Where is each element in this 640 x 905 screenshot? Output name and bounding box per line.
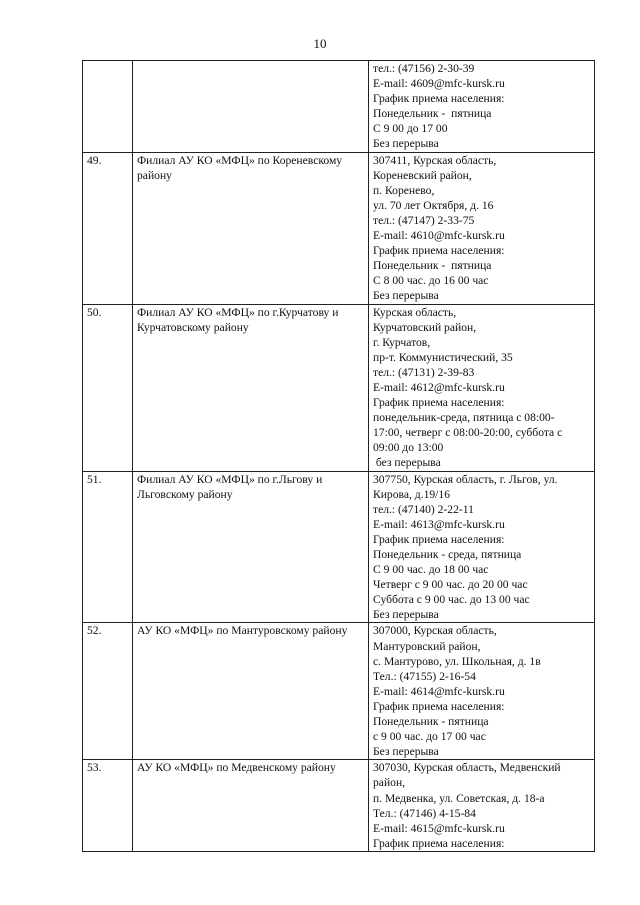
contact-line: Понедельник - среда, пятница [373, 548, 522, 561]
contact-line: E-mail: 4609@mfc-kursk.ru [373, 77, 505, 91]
contact-line: E-mail: 4613@mfc-kursk.ru [373, 517, 505, 531]
contact-line: понедельник-среда, пятница с 08:00- [373, 411, 555, 425]
table-row [83, 304, 595, 471]
contact-line: Без перерыва [373, 289, 439, 303]
contact-line: Курская область, [373, 305, 457, 319]
contact-line: График приема населения: [373, 92, 505, 106]
branch-contact-info [369, 471, 595, 623]
contact-line: 09:00 до 13:00 [373, 441, 444, 455]
mfc-branches-table [82, 60, 595, 852]
contact-line: Суббота с 9 00 час. до 13 00 час [373, 593, 530, 607]
branch-contact-info [369, 304, 595, 471]
branch-contact-info [369, 623, 595, 760]
table-row [83, 152, 595, 304]
contact-line: тел.: (47140) 2-22-11 [373, 502, 474, 516]
contact-line: 307411, Курская область, [373, 153, 497, 167]
contact-line: График приема населения: [373, 836, 505, 850]
branch-contact-info [369, 152, 595, 304]
row-number: 51. [83, 471, 133, 623]
contact-line: 17:00, четверг с 08:00-20:00, суббота с [373, 426, 563, 440]
table-row [83, 61, 595, 153]
page-number: 10 [313, 36, 327, 51]
table-row [83, 760, 595, 852]
contact-line: Мантуровский район, [373, 639, 481, 653]
contact-line: с. Мантурово, ул. Школьная, д. 1в [373, 654, 541, 668]
contact-line: С 8 00 час. до 16 00 час [373, 274, 489, 288]
contact-line: 307000, Курская область, [373, 624, 497, 638]
contact-line: п. Медвенка, ул. Советская, д. 18-а [373, 791, 545, 805]
contact-line: С 9 00 час. до 18 00 час [373, 563, 489, 577]
contact-line: Кореневский район, [373, 168, 472, 182]
contact-line: Без перерыва [373, 137, 439, 151]
contact-line: График приема населения: [373, 532, 505, 546]
contact-line: Тел.: (47155) 2-16-54 [373, 669, 476, 683]
contact-line: E-mail: 4614@mfc-kursk.ru [373, 684, 505, 698]
branch-contact-info [369, 760, 595, 852]
contact-line: п. Коренево, [373, 183, 435, 197]
contact-line: 307750, Курская область, г. Льгов, ул. [373, 472, 558, 486]
branch-name: Филиал АУ КО «МФЦ» по г.Льгову и Льговскому району [133, 471, 369, 623]
contact-line: С 9 00 до 17 00 [373, 122, 448, 136]
contact-line: E-mail: 4615@mfc-kursk.ru [373, 821, 505, 835]
contact-line: без перерыва [373, 456, 441, 470]
contact-line: Тел.: (47146) 4-15-84 [373, 806, 476, 820]
contact-line: E-mail: 4610@mfc-kursk.ru [373, 229, 505, 243]
table-row [83, 623, 595, 760]
contact-line: График приема населения: [373, 699, 505, 713]
contact-line: Без перерыва [373, 608, 439, 622]
contact-line: График приема населения: [373, 396, 505, 410]
contact-line: пр-т. Коммунистический, 35 [373, 350, 513, 364]
contact-line: тел.: (47147) 2-33-75 [373, 213, 475, 227]
contact-line: Четверг с 9 00 час. до 20 00 час [373, 578, 528, 592]
branch-contact-info [369, 61, 595, 153]
row-number: 49. [83, 152, 133, 304]
branch-name: АУ КО «МФЦ» по Мантуровскому району [133, 623, 369, 760]
contact-line: Кирова, д.19/16 [373, 487, 451, 501]
contact-line: ул. 70 лет Октября, д. 16 [373, 198, 494, 212]
contact-line: Понедельник - пятница [373, 107, 492, 121]
contact-line: График приема населения: [373, 244, 505, 258]
branch-name: Филиал АУ КО «МФЦ» по Кореневскому району [133, 152, 369, 304]
contact-line: Курчатовский район, [373, 320, 477, 334]
table-body [83, 61, 595, 852]
contact-line: с 9 00 час. до 17 00 час [373, 730, 486, 744]
branch-name: АУ КО «МФЦ» по Медвенскому району [133, 760, 369, 852]
branch-name [133, 61, 369, 153]
table-row [83, 471, 595, 623]
contact-line: 307030, Курская область, Медвенский [373, 761, 561, 775]
contact-line: г. Курчатов, [373, 335, 431, 349]
row-number: 50. [83, 304, 133, 471]
contact-line: Понедельник - пятница [373, 259, 492, 273]
row-number: 53. [83, 760, 133, 852]
contact-line: Без перерыва [373, 745, 439, 759]
contact-line: E-mail: 4612@mfc-kursk.ru [373, 380, 505, 394]
contact-line: Понедельник - пятница [373, 715, 489, 729]
contact-line: район, [373, 776, 406, 790]
row-number: 52. [83, 623, 133, 760]
row-number [83, 61, 133, 153]
contact-line: тел.: (47156) 2-30-39 [373, 62, 475, 75]
branch-name: Филиал АУ КО «МФЦ» по г.Курчатову и Курчатовскому району [133, 304, 369, 471]
contact-line: тел.: (47131) 2-39-83 [373, 365, 475, 379]
